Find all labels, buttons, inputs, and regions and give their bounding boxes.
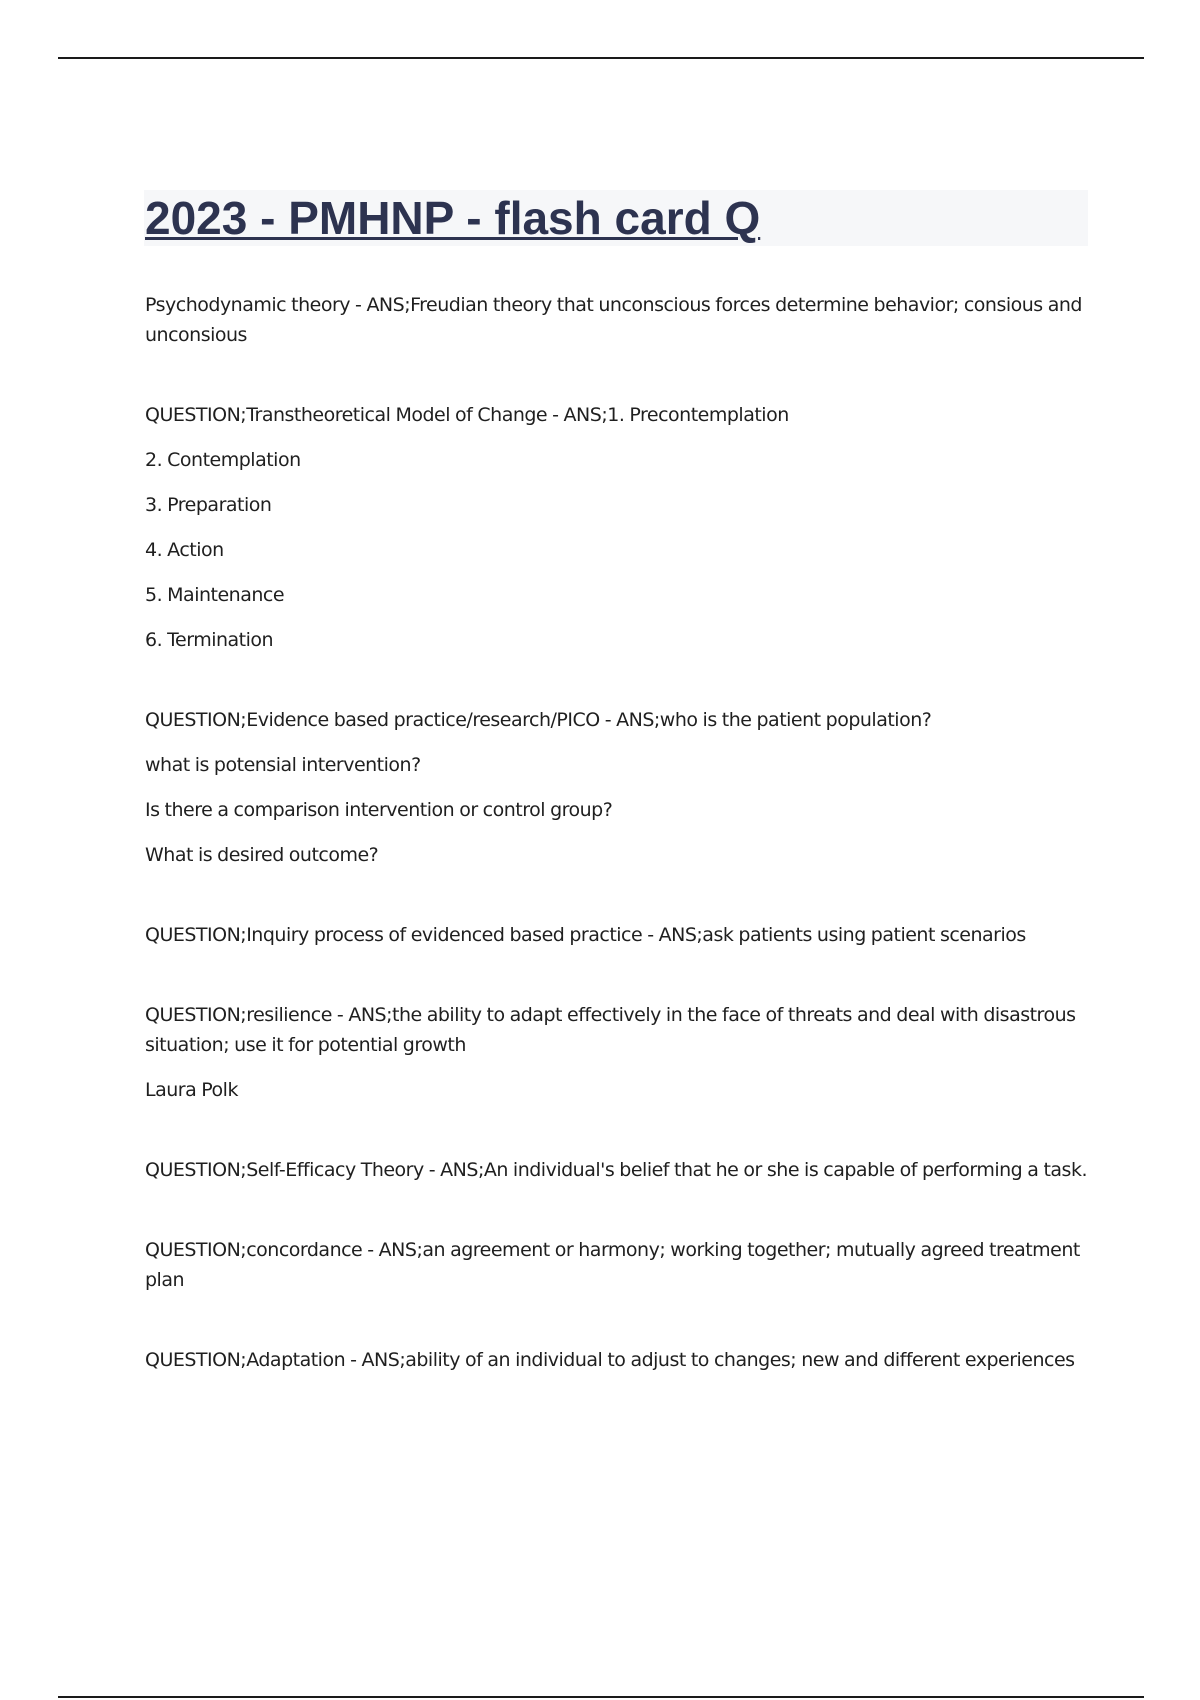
flashcard-line: what is potensial intervention?	[145, 754, 421, 776]
flashcard-evidence-based-practice	[145, 705, 1090, 870]
flashcard-line: QUESTION;Adaptation - ANS;ability of an individual to adjust to changes; new and different experiences	[145, 1349, 1075, 1371]
flashcard-line: Psychodynamic theory - ANS;Freudian theory that unconscious forces determine behavior; consious and unconsious	[145, 294, 1082, 346]
flashcard-inquiry-process	[145, 920, 1090, 950]
flashcard-resilience	[145, 1000, 1090, 1105]
flashcard-line: QUESTION;Evidence based practice/research/PICO - ANS;who is the patient population?	[145, 709, 932, 731]
document-title: 2023 - PMHNP - flash card Q	[145, 192, 761, 244]
flashcard-list	[145, 290, 1090, 1425]
flashcard-line: QUESTION;Self-Efficacy Theory - ANS;An individual's belief that he or she is capable of performing a task.	[145, 1159, 1087, 1181]
flashcard-line: QUESTION;concordance - ANS;an agreement or harmony; working together; mutually agreed treatment plan	[145, 1239, 1080, 1291]
flashcard-self-efficacy-theory	[145, 1155, 1090, 1185]
flashcard-line: Is there a comparison intervention or control group?	[145, 799, 613, 821]
flashcard-transtheoretical-model	[145, 400, 1090, 655]
flashcard-line: 3. Preparation	[145, 494, 272, 516]
flashcard-line: What is desired outcome?	[145, 844, 379, 866]
footer-rule	[58, 1696, 1144, 1698]
flashcard-line: 5. Maintenance	[145, 584, 285, 606]
flashcard-line: 4. Action	[145, 539, 224, 561]
flashcard-psychodynamic-theory	[145, 290, 1090, 350]
flashcard-line: 2. Contemplation	[145, 449, 301, 471]
flashcard-line: QUESTION;resilience - ANS;the ability to adapt effectively in the face of threats and deal with disastrous situation; use it for potential growth	[145, 1004, 1076, 1056]
flashcard-adaptation	[145, 1345, 1090, 1375]
flashcard-line: 6. Termination	[145, 629, 274, 651]
flashcard-concordance	[145, 1235, 1090, 1295]
flashcard-line: QUESTION;Inquiry process of evidenced based practice - ANS;ask patients using patient scenarios	[145, 924, 1026, 946]
flashcard-line: QUESTION;Transtheoretical Model of Change - ANS;1. Precontemplation	[145, 404, 789, 426]
header-rule	[58, 57, 1144, 59]
flashcard-line: Laura Polk	[145, 1079, 238, 1101]
